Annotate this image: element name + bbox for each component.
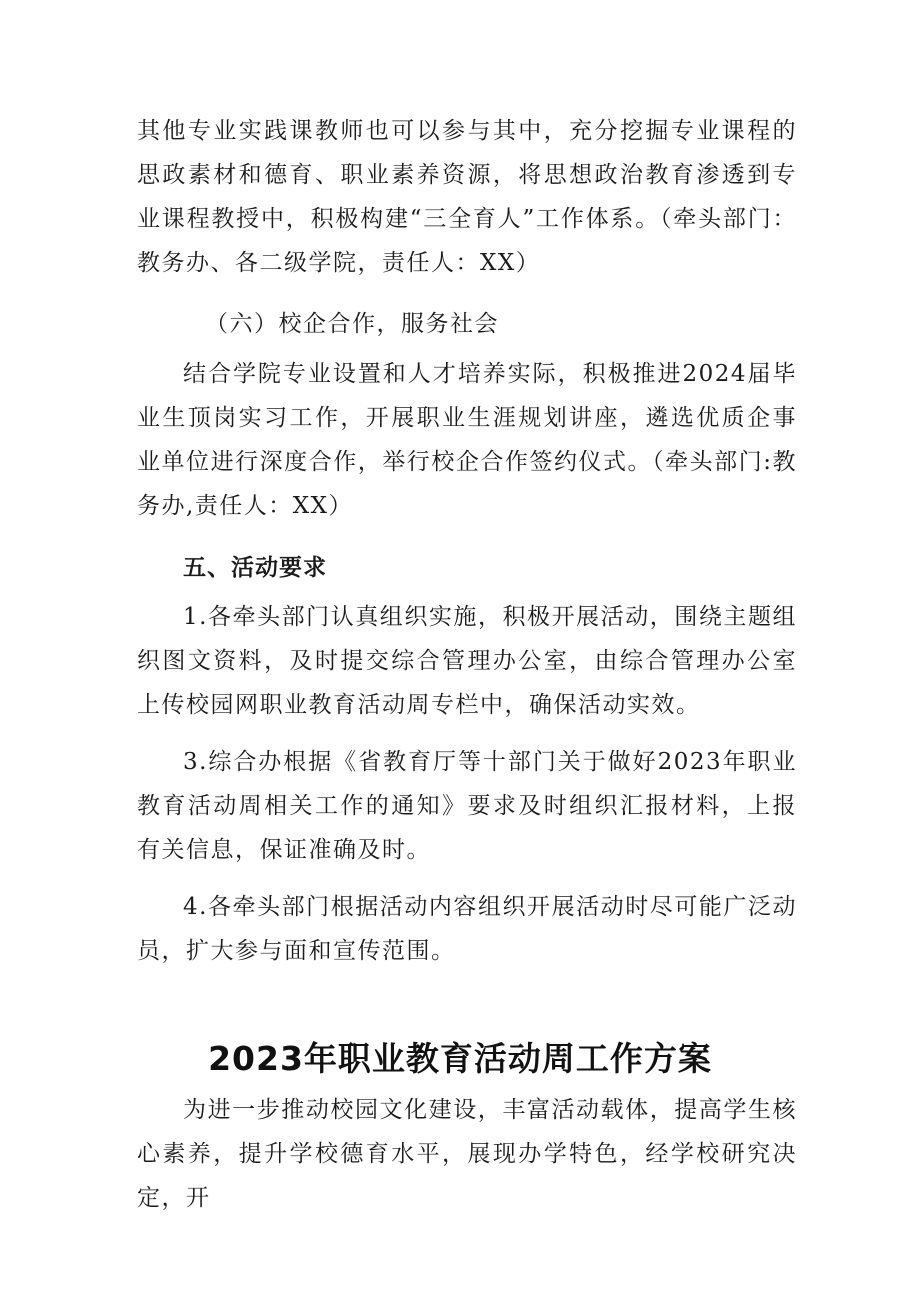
requirement-item-4: 4.各牵头部门根据活动内容组织开展活动时尽可能广泛动员，扩大参与面和宣传范围。 — [137, 894, 797, 964]
paragraph-intro: 为进一步推动校园文化建设，丰富活动载体，提高学生核心素养，提升学校德育水平，展现办学特色，经学校研究决定，开 — [137, 1097, 797, 1211]
subheading-school-enterprise: （六）校企合作，服务社会 — [205, 311, 499, 337]
requirement-item-1: 1.各牵头部门认真组织实施，积极开展活动，围绕主题组织图文资料，及时提交综合管理办公室，由综合管理办公室上传校园网职业教育活动周专栏中，确保活动实效。 — [137, 604, 797, 718]
paragraph-school-enterprise: 结合学院专业设置和人才培养实际，积极推进2024届毕业生顶岗实习工作，开展职业生涯规划讲座，遴选优质企事业单位进行深度合作，举行校企合作签约仪式。（牵头部门:教务办,责任人：XX） — [137, 361, 797, 519]
requirement-item-3: 3.综合办根据《省教育厅等十部门关于做好2023年职业教育活动周相关工作的通知》要求及时组织汇报材料，上报有关信息，保证准确及时。 — [137, 749, 797, 863]
section-heading-requirements: 五、活动要求 — [183, 555, 327, 581]
document-title: 2023年职业教育活动周工作方案 — [208, 1039, 712, 1078]
paragraph-ideological-resources: 其他专业实践课教师也可以参与其中，充分挖掘专业课程的思政素材和德育、职业素养资源，将思想政治教育渗透到专业课程教授中，积极构建“三全育人”工作体系。（牵头部门：教务办、各二级学院，责任人：XX） — [137, 118, 797, 276]
